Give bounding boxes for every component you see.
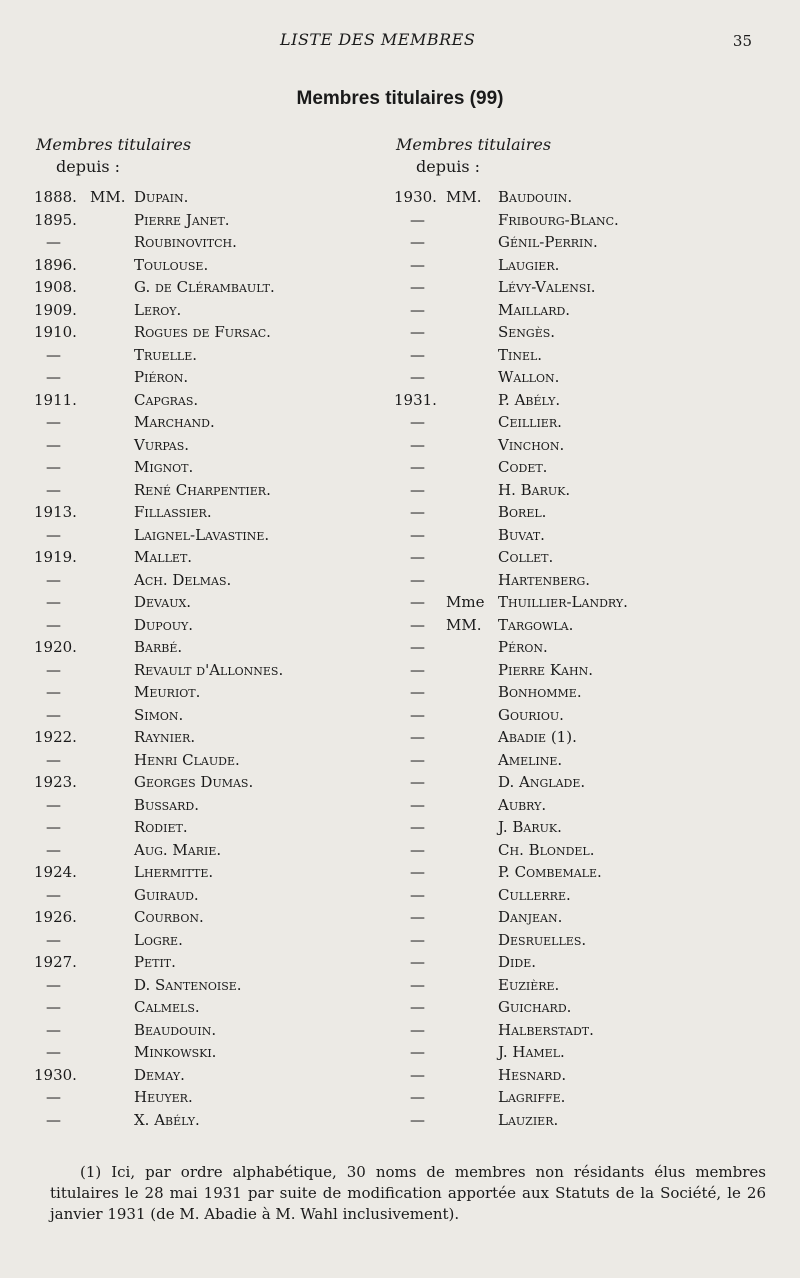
member-name: Halberstadt.: [498, 1020, 594, 1039]
member-year: —: [46, 885, 61, 904]
member-row: [34, 974, 394, 997]
member-row: [394, 186, 784, 209]
member-year: 1930.: [394, 188, 437, 206]
member-row: [394, 524, 784, 547]
member-name: Danjean.: [498, 908, 563, 926]
member-title-prefix: Mme: [446, 593, 485, 611]
member-name: Dupouy.: [134, 615, 194, 634]
member-name: Guiraud.: [134, 885, 199, 904]
member-year: —: [410, 413, 425, 431]
member-row: [34, 636, 394, 659]
member-row: [34, 344, 394, 367]
section-title: Membres titulaires (99): [296, 88, 504, 109]
member-name: Demay.: [134, 1065, 185, 1084]
member-name: Baudouin.: [498, 188, 573, 206]
member-row: [34, 906, 394, 929]
member-row: [34, 569, 394, 592]
member-name: Fribourg-Blanc.: [498, 210, 619, 229]
member-row: [34, 659, 394, 682]
member-row: [394, 974, 784, 997]
member-row: [394, 1041, 784, 1064]
member-year: —: [410, 773, 425, 791]
member-name: X. Abély.: [134, 1110, 200, 1129]
member-row: [34, 884, 394, 907]
member-row: [394, 411, 784, 434]
member-row: [34, 1109, 394, 1132]
member-year: —: [410, 1020, 425, 1039]
member-row: [394, 1086, 784, 1109]
member-year: —: [410, 1088, 425, 1106]
member-name: Fillassier.: [134, 503, 212, 521]
member-row: [34, 546, 394, 569]
member-year: —: [46, 458, 61, 476]
member-year: —: [46, 615, 61, 634]
member-name: H. Baruk.: [498, 480, 571, 499]
member-name: Laignel-Lavastine.: [134, 525, 270, 544]
member-name: René Charpentier.: [134, 480, 271, 499]
member-year: —: [410, 368, 425, 386]
member-year: 1927.: [34, 953, 77, 971]
member-name: Aug. Marie.: [134, 840, 222, 859]
member-name: Georges Dumas.: [134, 773, 254, 791]
member-year: 1895.: [34, 210, 77, 229]
member-row: [394, 861, 784, 884]
member-year: 1930.: [34, 1065, 77, 1084]
member-name: Codet.: [498, 458, 548, 476]
member-year: 1913.: [34, 503, 77, 521]
member-name: Dide.: [498, 953, 536, 971]
member-row: [394, 254, 784, 277]
member-row: [394, 479, 784, 502]
member-row: [394, 1064, 784, 1087]
running-title: LISTE DES MEMBRES: [280, 30, 476, 49]
member-row: [394, 299, 784, 322]
member-row: [34, 411, 394, 434]
member-row: [394, 1109, 784, 1132]
member-year: —: [410, 705, 425, 724]
member-name: Sengès.: [498, 323, 556, 341]
member-year: —: [410, 863, 425, 881]
member-year: —: [46, 480, 61, 499]
member-year: 1911.: [34, 390, 77, 409]
member-year: —: [410, 255, 425, 274]
member-row: [394, 591, 784, 614]
member-row: [34, 726, 394, 749]
member-name: Mignot.: [134, 458, 194, 476]
member-row: [394, 209, 784, 232]
member-row: [34, 321, 394, 344]
member-name: Guichard.: [498, 998, 572, 1016]
member-name: Lagriffe.: [498, 1088, 566, 1106]
running-header: [0, 30, 800, 54]
member-row: [394, 951, 784, 974]
member-year: —: [46, 750, 61, 769]
member-row: [394, 231, 784, 254]
member-year: —: [46, 368, 61, 386]
member-row: [394, 681, 784, 704]
member-year: —: [410, 233, 425, 251]
member-row: [34, 254, 394, 277]
member-year: 1910.: [34, 323, 77, 341]
member-name: Tinel.: [498, 345, 543, 364]
member-row: [34, 209, 394, 232]
member-row: [394, 906, 784, 929]
member-year: 1922.: [34, 728, 77, 746]
member-row: [34, 839, 394, 862]
member-row: [34, 366, 394, 389]
member-name: J. Hamel.: [498, 1043, 565, 1061]
member-year: 1909.: [34, 300, 77, 319]
member-name: Cullerre.: [498, 885, 571, 904]
member-name: Marchand.: [134, 413, 215, 431]
member-name: Meuriot.: [134, 683, 201, 701]
member-name: Collet.: [498, 548, 554, 566]
member-name: Truelle.: [134, 345, 197, 364]
member-name: Revault d'Allonnes.: [134, 660, 284, 679]
member-name: Petit.: [134, 953, 176, 971]
member-name: Euzière.: [498, 975, 560, 994]
member-row: [34, 479, 394, 502]
member-year: —: [46, 840, 61, 859]
column-header-line1: Membres titulaires: [36, 135, 192, 154]
member-year: —: [410, 750, 425, 769]
member-title-prefix: MM.: [446, 615, 482, 634]
member-year: —: [410, 210, 425, 229]
member-year: —: [410, 638, 425, 656]
member-year: —: [46, 705, 61, 724]
member-name: Mallet.: [134, 548, 193, 566]
member-row: [394, 749, 784, 772]
member-name: Génil-Perrin.: [498, 233, 598, 251]
member-year: 1923.: [34, 773, 77, 791]
member-year: —: [410, 503, 425, 521]
member-row: [394, 614, 784, 637]
member-year: —: [46, 660, 61, 679]
member-year: —: [410, 660, 425, 679]
member-name: Heuyer.: [134, 1088, 193, 1106]
member-name: Rodiet.: [134, 818, 188, 836]
member-name: Gouriou.: [498, 705, 564, 724]
member-row: [394, 771, 784, 794]
member-year: —: [46, 975, 61, 994]
member-year: —: [46, 795, 61, 814]
member-name: Lhermitte.: [134, 863, 214, 881]
member-name: P. Abély.: [498, 390, 561, 409]
member-name: Piéron.: [134, 368, 189, 386]
member-year: —: [46, 818, 61, 836]
footnote-text: (1) Ici, par ordre alphabétique, 30 noms de membres non résidants élus membres titulaires le 28 mai 1931 par suite de modification apportée aux Statuts de la Société, le 26 janvier 1931 (de M. Abadie à M. Wahl inclusivement).: [50, 1163, 766, 1223]
member-year: 1896.: [34, 255, 77, 274]
member-year: —: [46, 1088, 61, 1106]
member-year: —: [410, 1110, 425, 1129]
member-name: Ch. Blondel.: [498, 840, 595, 859]
member-name: Ach. Delmas.: [134, 570, 232, 589]
member-name: Desruelles.: [498, 930, 587, 949]
member-row: [394, 659, 784, 682]
member-name: Buvat.: [498, 525, 545, 544]
member-row: [394, 929, 784, 952]
member-row: [34, 1019, 394, 1042]
right-member-column: [394, 186, 784, 1131]
member-row: [34, 1086, 394, 1109]
member-name: Minkowski.: [134, 1043, 217, 1061]
member-year: —: [410, 930, 425, 949]
member-name: Maillard.: [498, 300, 571, 319]
member-name: Ceillier.: [498, 413, 562, 431]
member-name: Péron.: [498, 638, 548, 656]
member-year: —: [410, 548, 425, 566]
member-year: —: [46, 233, 61, 251]
member-row: [34, 794, 394, 817]
member-year: —: [410, 615, 425, 634]
member-name: D. Santenoise.: [134, 975, 242, 994]
member-row: [394, 344, 784, 367]
member-row: [34, 1064, 394, 1087]
member-year: —: [410, 593, 425, 611]
member-year: —: [46, 525, 61, 544]
member-row: [34, 929, 394, 952]
member-row: [34, 456, 394, 479]
member-row: [34, 681, 394, 704]
member-row: [34, 524, 394, 547]
member-row: [394, 726, 784, 749]
member-row: [394, 276, 784, 299]
member-year: —: [46, 570, 61, 589]
member-name: Rogues de Fursac.: [134, 323, 271, 341]
member-name: Bonhomme.: [498, 683, 582, 701]
member-year: —: [46, 413, 61, 431]
member-year: —: [46, 1110, 61, 1129]
member-name: Pierre Kahn.: [498, 660, 593, 679]
member-year: 1924.: [34, 863, 77, 881]
member-name: P. Combemale.: [498, 863, 602, 881]
member-name: Lauzier.: [498, 1110, 559, 1129]
member-year: 1919.: [34, 548, 77, 566]
member-year: —: [46, 345, 61, 364]
member-name: Aubry.: [498, 795, 547, 814]
member-year: —: [410, 840, 425, 859]
member-row: [394, 389, 784, 412]
member-row: [34, 591, 394, 614]
member-row: [394, 321, 784, 344]
member-year: —: [46, 683, 61, 701]
member-row: [394, 839, 784, 862]
member-year: —: [410, 300, 425, 319]
member-name: Laugier.: [498, 255, 560, 274]
member-year: —: [410, 1043, 425, 1061]
member-year: —: [410, 795, 425, 814]
member-name: Toulouse.: [134, 255, 209, 274]
member-year: —: [410, 975, 425, 994]
member-year: —: [410, 480, 425, 499]
member-year: —: [410, 345, 425, 364]
member-name: Abadie (1).: [498, 728, 577, 746]
member-name: Ameline.: [498, 750, 563, 769]
member-name: J. Baruk.: [498, 818, 562, 836]
member-year: —: [410, 683, 425, 701]
member-year: 1931.: [394, 390, 437, 409]
member-row: [34, 389, 394, 412]
member-name: Beaudouin.: [134, 1020, 217, 1039]
member-name: Pierre Janet.: [134, 210, 230, 229]
member-year: —: [46, 593, 61, 611]
member-year: —: [46, 1020, 61, 1039]
member-name: Hartenberg.: [498, 570, 591, 589]
member-row: [394, 1019, 784, 1042]
member-name: Capgras.: [134, 390, 199, 409]
member-year: —: [410, 818, 425, 836]
member-name: Lévy-Valensi.: [498, 278, 596, 296]
left-member-column: [34, 186, 394, 1131]
member-name: D. Anglade.: [498, 773, 586, 791]
member-row: [34, 231, 394, 254]
member-row: [34, 749, 394, 772]
member-row: [394, 996, 784, 1019]
member-year: —: [410, 323, 425, 341]
member-name: Raynier.: [134, 728, 196, 746]
member-year: —: [410, 885, 425, 904]
member-year: —: [46, 435, 61, 454]
member-name: Borel.: [498, 503, 547, 521]
member-title-prefix: MM.: [446, 188, 482, 206]
member-row: [34, 434, 394, 457]
member-name: Dupain.: [134, 188, 189, 206]
member-row: [34, 771, 394, 794]
member-row: [394, 501, 784, 524]
member-name: G. de Clérambault.: [134, 278, 275, 296]
member-year: 1908.: [34, 278, 77, 296]
member-name: Thuillier-Landry.: [498, 593, 628, 611]
member-year: —: [410, 908, 425, 926]
member-name: Barbé.: [134, 638, 183, 656]
member-row: [34, 1041, 394, 1064]
member-year: —: [410, 435, 425, 454]
member-name: Roubinovitch.: [134, 233, 237, 251]
left-column-header: [36, 134, 191, 178]
member-year: —: [410, 458, 425, 476]
member-name: Logre.: [134, 930, 183, 949]
member-name: Vurpas.: [134, 435, 190, 454]
member-row: [394, 884, 784, 907]
member-year: —: [410, 525, 425, 544]
member-row: [34, 704, 394, 727]
member-year: —: [46, 930, 61, 949]
column-header-line2: depuis :: [56, 157, 121, 176]
member-row: [34, 861, 394, 884]
member-title-prefix: MM.: [90, 188, 126, 206]
member-name: Calmels.: [134, 998, 200, 1016]
member-year: —: [410, 1065, 425, 1084]
member-row: [394, 456, 784, 479]
member-row: [34, 299, 394, 322]
member-row: [394, 704, 784, 727]
member-row: [394, 816, 784, 839]
member-name: Wallon.: [498, 368, 560, 386]
member-year: 1926.: [34, 908, 77, 926]
member-row: [34, 186, 394, 209]
member-row: [34, 816, 394, 839]
member-row: [394, 636, 784, 659]
member-year: —: [410, 278, 425, 296]
member-name: Targowla.: [498, 615, 574, 634]
footnote: [50, 1162, 766, 1225]
column-header-line1: Membres titulaires: [396, 135, 552, 154]
right-column-header: [396, 134, 551, 178]
member-row: [394, 546, 784, 569]
member-year: —: [46, 998, 61, 1016]
column-header-line2: depuis :: [416, 157, 481, 176]
member-name: Bussard.: [134, 795, 199, 814]
member-year: —: [46, 1043, 61, 1061]
page-number: 35: [732, 32, 752, 50]
member-name: Hesnard.: [498, 1065, 567, 1084]
member-year: —: [410, 998, 425, 1016]
member-year: 1888.: [34, 188, 77, 206]
member-row: [34, 501, 394, 524]
member-row: [394, 794, 784, 817]
member-name: Courbon.: [134, 908, 204, 926]
member-row: [394, 434, 784, 457]
member-name: Leroy.: [134, 300, 182, 319]
member-row: [34, 996, 394, 1019]
member-year: —: [410, 728, 425, 746]
member-name: Devaux.: [134, 593, 192, 611]
member-row: [34, 951, 394, 974]
member-year: —: [410, 953, 425, 971]
member-year: —: [410, 570, 425, 589]
member-name: Vinchon.: [498, 435, 565, 454]
member-name: Simon.: [134, 705, 184, 724]
member-row: [394, 366, 784, 389]
member-row: [34, 614, 394, 637]
member-row: [394, 569, 784, 592]
member-year: 1920.: [34, 638, 77, 656]
member-name: Henri Claude.: [134, 750, 240, 769]
member-row: [34, 276, 394, 299]
